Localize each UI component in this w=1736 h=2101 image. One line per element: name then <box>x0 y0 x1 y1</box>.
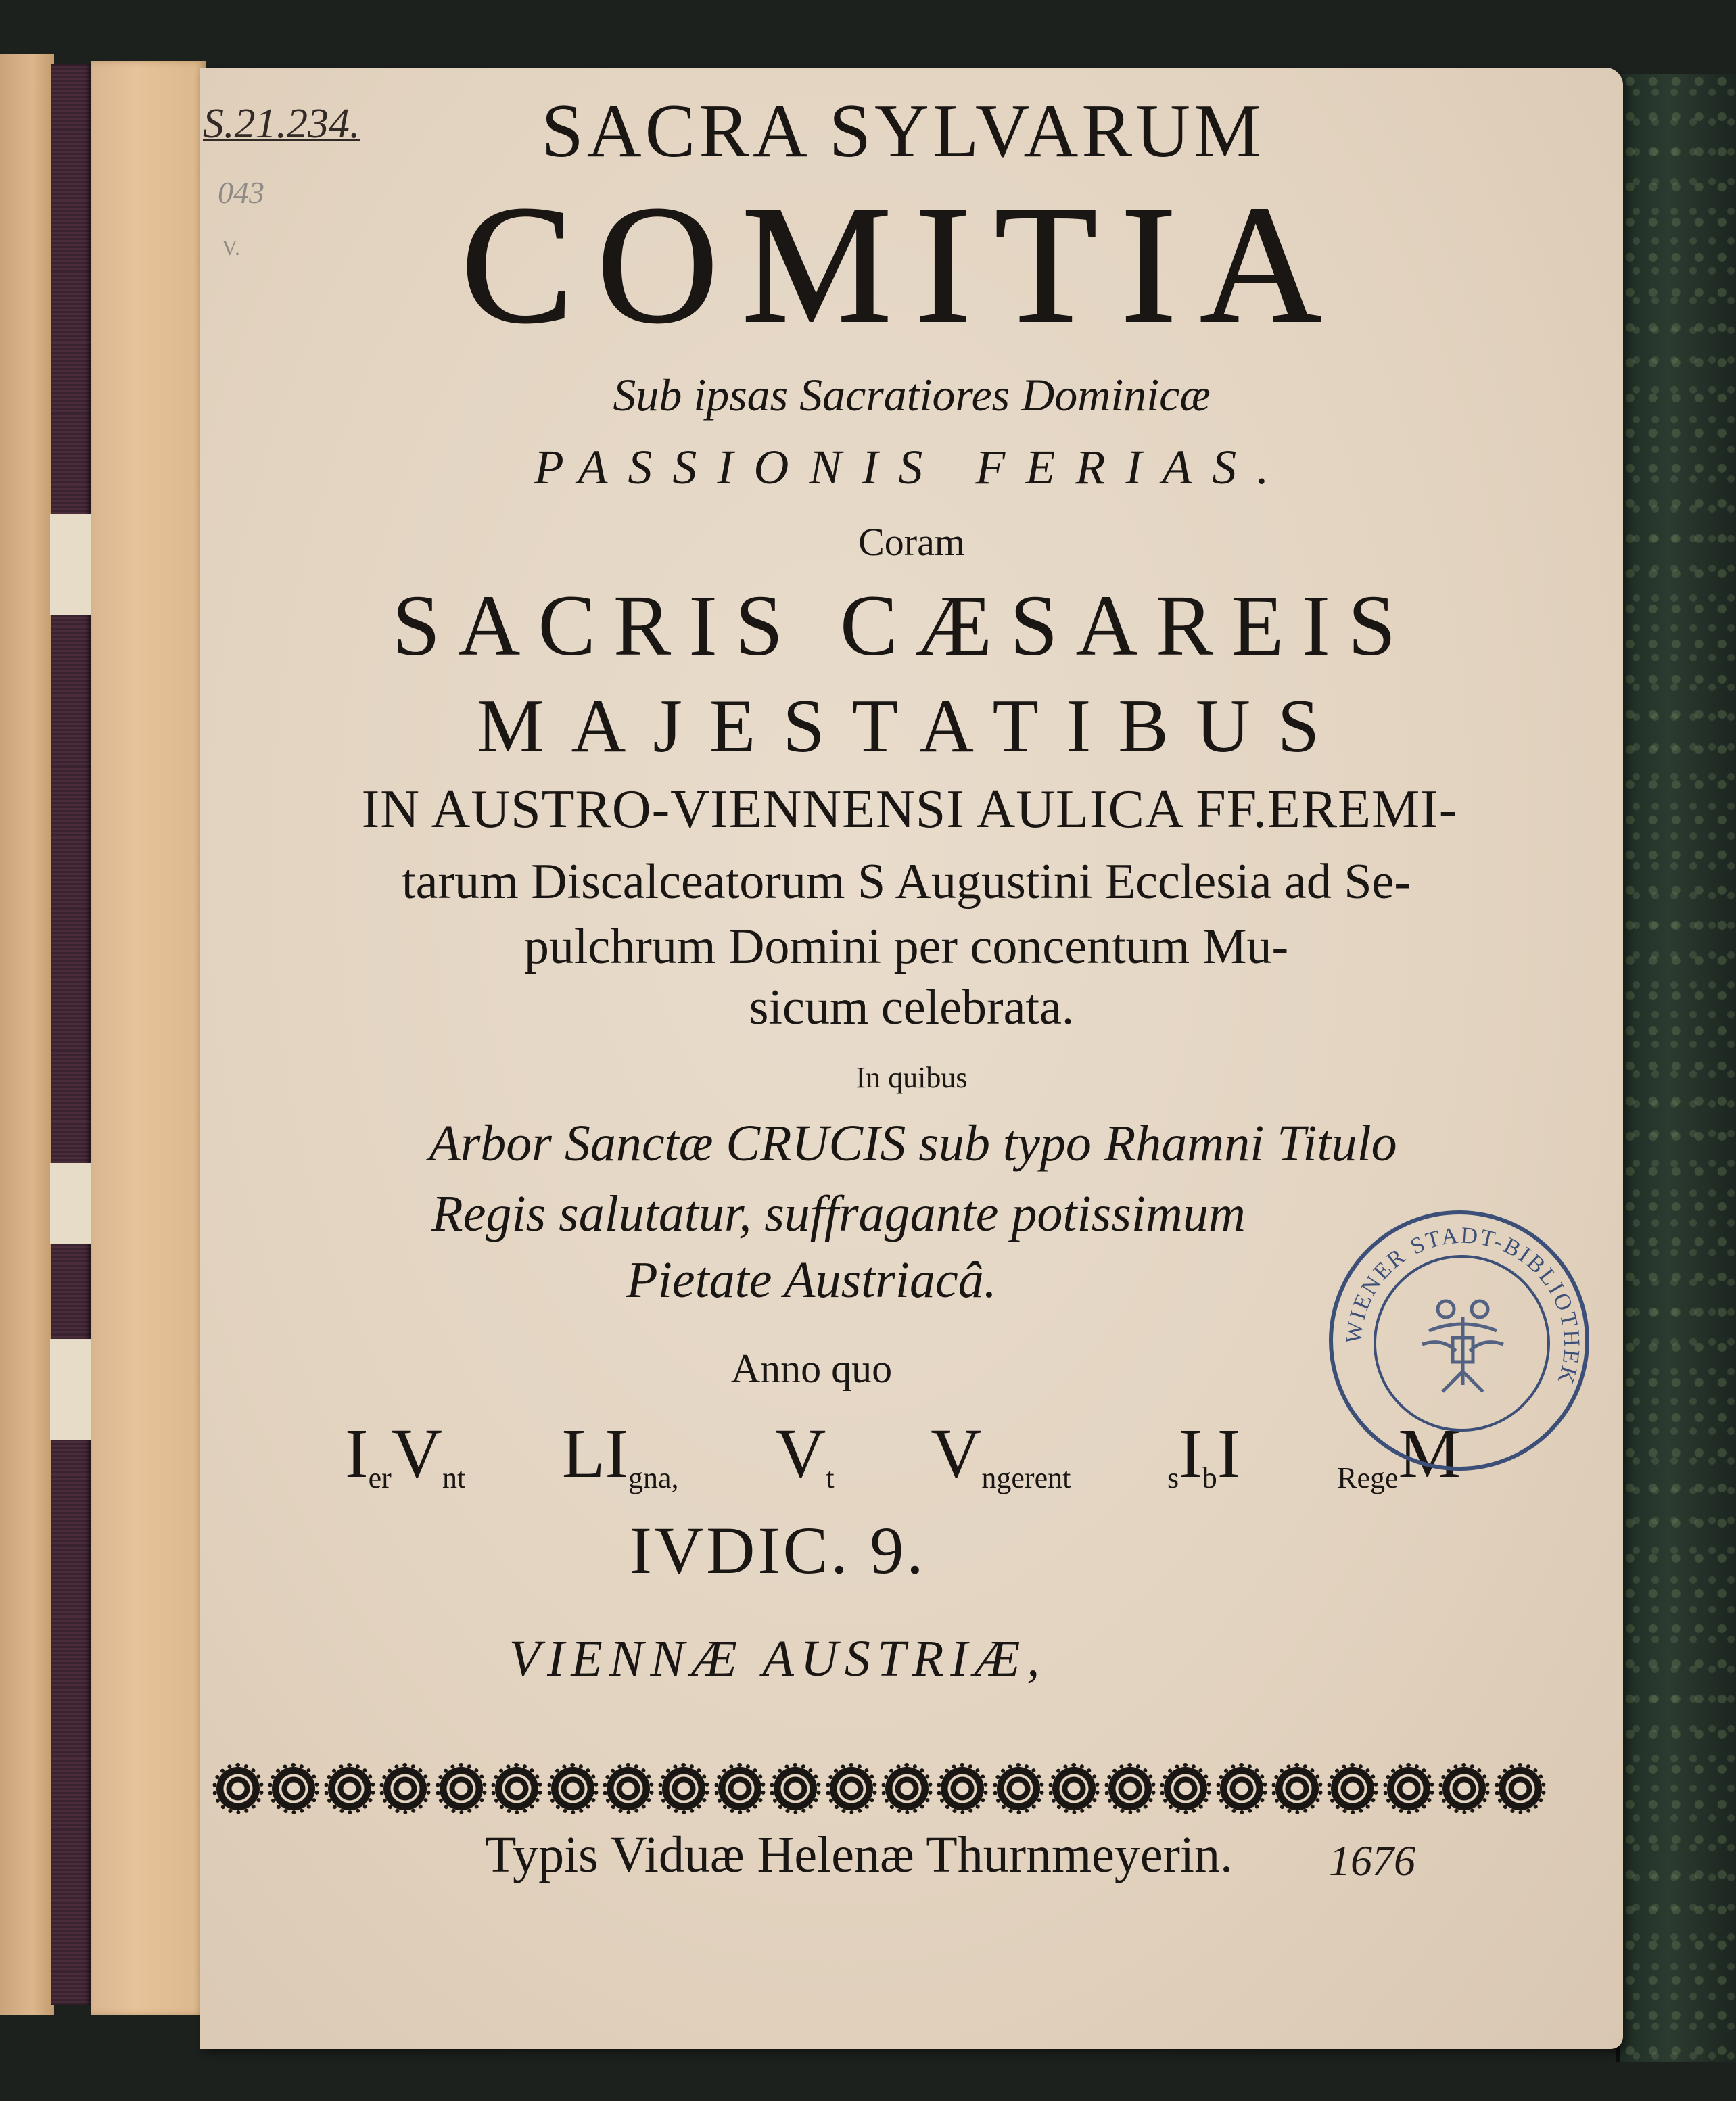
ornament-rosette-icon <box>1442 1767 1486 1810</box>
ornament-rosette-icon <box>1387 1767 1430 1810</box>
anno-quo: Anno quo <box>730 1346 893 1391</box>
ornament-rosette-icon <box>1220 1767 1263 1810</box>
title-line-5: Coram <box>858 520 965 564</box>
ornament-rosette-icon <box>774 1767 817 1810</box>
stamp-text: WIENER STADT-BIBLIOTHEK <box>1341 1223 1585 1388</box>
flyleaf <box>91 61 206 2015</box>
title-line-3: Sub ipsas Sacratiores Dominicæ <box>613 369 1211 421</box>
binding-tape <box>50 1339 93 1440</box>
ornament-rosette-icon <box>440 1767 483 1810</box>
shelfmark-secondary: 043 <box>218 175 264 210</box>
ornament-rosette-icon <box>1275 1767 1319 1810</box>
chronogram-word-5: sIbI <box>1167 1415 1241 1494</box>
imprint: Typis Viduæ Helenæ Thurnmeyerin. <box>484 1826 1234 1883</box>
place-of-printing: VIENNÆ AUSTRIÆ, <box>509 1630 1047 1687</box>
ornament-rosette-icon <box>216 1767 260 1810</box>
ornament-rosette-icon <box>1052 1767 1096 1810</box>
ornament-rosette-icon <box>997 1767 1040 1810</box>
body-line-3: Pietate Austriacâ. <box>626 1252 997 1308</box>
title-line-8: IN AUSTRO-VIENNENSI AULICA FF.EREMI- <box>361 780 1458 839</box>
title-line-7: MAJESTATIBUS <box>476 684 1347 768</box>
ornament-rosette-icon <box>383 1767 427 1810</box>
shelfmark: S.21.234. <box>203 101 360 147</box>
title-line-1: SACRA SYLVARUM <box>541 89 1265 173</box>
title-main: COMITIA <box>461 171 1345 358</box>
ornament-rosette-icon <box>272 1767 315 1810</box>
chronogram-word-4: Vngerent <box>931 1415 1071 1494</box>
scripture-reference: IVDIC. 9. <box>629 1513 926 1588</box>
body-line-2: Regis salutatur, suffragante potissimum <box>431 1185 1246 1242</box>
spine-cloth <box>51 64 91 2005</box>
title-page <box>200 68 1623 2049</box>
ornament-rosette-icon <box>718 1767 761 1810</box>
ornament-rosette-icon <box>941 1767 984 1810</box>
ornament-rosette-icon <box>1499 1767 1542 1810</box>
ornament-rosette-icon <box>1164 1767 1207 1810</box>
title-line-10: pulchrum Domini per concentum Mu- <box>523 919 1289 974</box>
shelfmark-tertiary: V. <box>222 235 240 260</box>
ornament-rosette-icon <box>830 1767 873 1810</box>
in-quibus: In quibus <box>855 1061 968 1094</box>
ornament-border <box>216 1755 1542 1822</box>
ornament-rosette-icon <box>662 1767 705 1810</box>
ornament-rosette-icon <box>607 1767 650 1810</box>
title-line-9: tarum Discalceatorum S Augustini Ecclesia ad Se- <box>402 854 1411 910</box>
right-board-marbling <box>1623 74 1736 2062</box>
title-line-11: sicum celebrata. <box>749 980 1075 1035</box>
left-board <box>0 54 54 2015</box>
ornament-rosette-icon <box>885 1767 929 1810</box>
ornament-rosette-icon <box>328 1767 371 1810</box>
ornament-rosette-icon <box>1108 1767 1152 1810</box>
chronogram <box>345 1413 1461 1494</box>
title-line-4: PASSIONIS FERIAS. <box>534 440 1290 494</box>
body-line-1: Arbor Sanctæ CRUCIS sub typo Rhamni Titulo <box>429 1115 1397 1172</box>
chronogram-word-3: Vt <box>775 1415 835 1494</box>
ornament-rosette-icon <box>495 1767 538 1810</box>
handwritten-year: 1676 <box>1329 1837 1415 1885</box>
title-line-6: SACRIS CÆSAREIS <box>392 577 1414 674</box>
ornament-rosette-icon <box>1331 1767 1374 1810</box>
library-stamp <box>1329 1210 1589 1471</box>
chronogram-word-2: LIgna, <box>561 1415 679 1494</box>
double-eagle-icon <box>1415 1290 1510 1398</box>
chronogram-word-1: IerVnt <box>345 1415 466 1494</box>
binding-tape <box>50 514 93 615</box>
ornament-rosette-icon <box>551 1767 594 1810</box>
chronogram-word-6: RegeM <box>1337 1415 1461 1494</box>
binding-tape <box>50 1163 93 1244</box>
